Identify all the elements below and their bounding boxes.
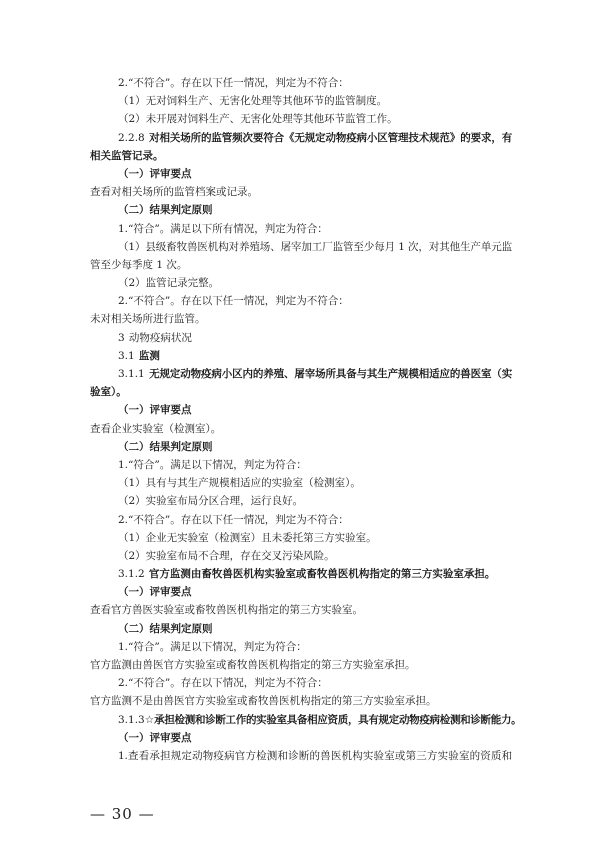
list-item: （1）无对饲料生产、无害化处理等其他环节的监管制度。 (118, 95, 388, 108)
body-text: 未对相关场所进行监管。 (90, 313, 206, 326)
section-label-judgement-principles: （二）结果判定原则 (118, 204, 213, 217)
section-heading (90, 347, 512, 365)
list-item-line-continued: 管至少每季度 1 次。 (90, 258, 188, 271)
clause-title-continued: 相关监管记录。 (90, 149, 164, 162)
criterion-compliant: 1.“符合”。满足以下情况，判定为符合： (118, 640, 307, 653)
list-item: （2）实验室布局不合理，存在交叉污染风险。 (118, 549, 335, 562)
clause-title-continued: 验室）。 (90, 386, 127, 399)
list-item: 1.查看承担规定动物疫病官方检测和诊断的兽医机构实验室或第三方实验室的资质和 (118, 749, 512, 762)
clause-number: 3.1.1 (118, 368, 145, 380)
section-label-review-points: （一）评审要点 (118, 586, 192, 599)
section-label-judgement-principles: （二）结果判定原则 (118, 622, 213, 635)
criterion-noncompliant: 2.“不符合”。存在以下情况，判定为不符合： (118, 677, 328, 690)
section-label-review-points: （一）评审要点 (118, 731, 192, 744)
list-item: （2）实验室布局分区合理，运行良好。 (118, 495, 304, 508)
body-text: 官方监测由兽医官方实验室或畜牧兽医机构指定的第三方实验室承担。 (90, 659, 416, 671)
section-label-review-points: （一）评审要点 (118, 167, 192, 180)
criterion-noncompliant: 2.“不符合”。存在以下任一情况，判定为不符合： (118, 77, 349, 89)
section-number: 3.1 (118, 349, 135, 362)
body-text: 查看官方兽医实验室或畜牧兽医机构指定的第三方实验室。 (90, 604, 363, 617)
section-label-judgement-principles: （二）结果判定原则 (118, 440, 213, 453)
criterion-noncompliant: 2.“不符合”。存在以下任一情况，判定为不符合： (118, 513, 349, 526)
criterion-compliant: 1.“符合”。满足以下所有情况，判定为符合： (118, 222, 328, 235)
list-item: （2）未开展对饲料生产、无害化处理等其他环节监管工作。 (118, 113, 398, 126)
chapter-number: 3 (118, 331, 125, 344)
clause-title: 无规定动物疫病小区内的养殖、屠宰场所具备与其生产规模相适应的兽医室（实 (148, 368, 512, 380)
clause-title: 承担检测和诊断工作的实验室具备相应资质，具有规定动物疫病检测和诊断能力。 (154, 713, 522, 726)
section-title: 监测 (138, 349, 160, 362)
chapter-title: 动物疫病状况 (128, 331, 192, 344)
body-text: 官方监测不是由兽医官方实验室或畜牧兽医机构指定的第三方实验室承担。 (90, 695, 437, 708)
list-item: （1）具有与其生产规模相适应的实验室（检测室）。 (118, 477, 361, 490)
clause-3-1-2 (90, 565, 512, 583)
criterion-compliant: 1.“符合”。满足以下情况，判定为符合： (118, 458, 307, 471)
list-item (90, 238, 512, 274)
page-number: — 30 — (90, 805, 155, 823)
clause-number: 2.2.8 (118, 131, 145, 144)
criterion-noncompliant: 2.“不符合”。存在以下任一情况，判定为不符合： (118, 295, 349, 308)
list-item: （2）监管记录完整。 (118, 277, 220, 290)
clause-number: 3.1.3☆ (118, 713, 155, 726)
clause-number: 3.1.2 (118, 568, 145, 581)
document-body (90, 74, 522, 765)
chapter-heading (90, 329, 512, 347)
body-text: 查看对相关场所的监管档案或记录。 (90, 186, 258, 199)
clause-3-1-1 (90, 365, 512, 401)
section-label-review-points: （一）评审要点 (118, 404, 192, 417)
clause-2-2-8 (90, 129, 512, 165)
clause-title: 官方监测由畜牧兽医机构实验室或畜牧兽医机构指定的第三方实验室承担。 (148, 568, 496, 581)
list-item: （1）企业无实验室（检测室）且未委托第三方实验室。 (118, 531, 377, 544)
clause-3-1-3 (90, 711, 522, 729)
clause-title: 对相关场所的监管频次要符合《无规定动物疫病小区管理技术规范》的要求，有 (148, 131, 512, 144)
list-item-line: （1）县级畜牧兽医机构对养殖场、屠宰加工厂监管至少每月 1 次，对其他生产单元监 (118, 240, 512, 253)
body-text: 查看企业实验室（检测室）。 (90, 422, 222, 435)
